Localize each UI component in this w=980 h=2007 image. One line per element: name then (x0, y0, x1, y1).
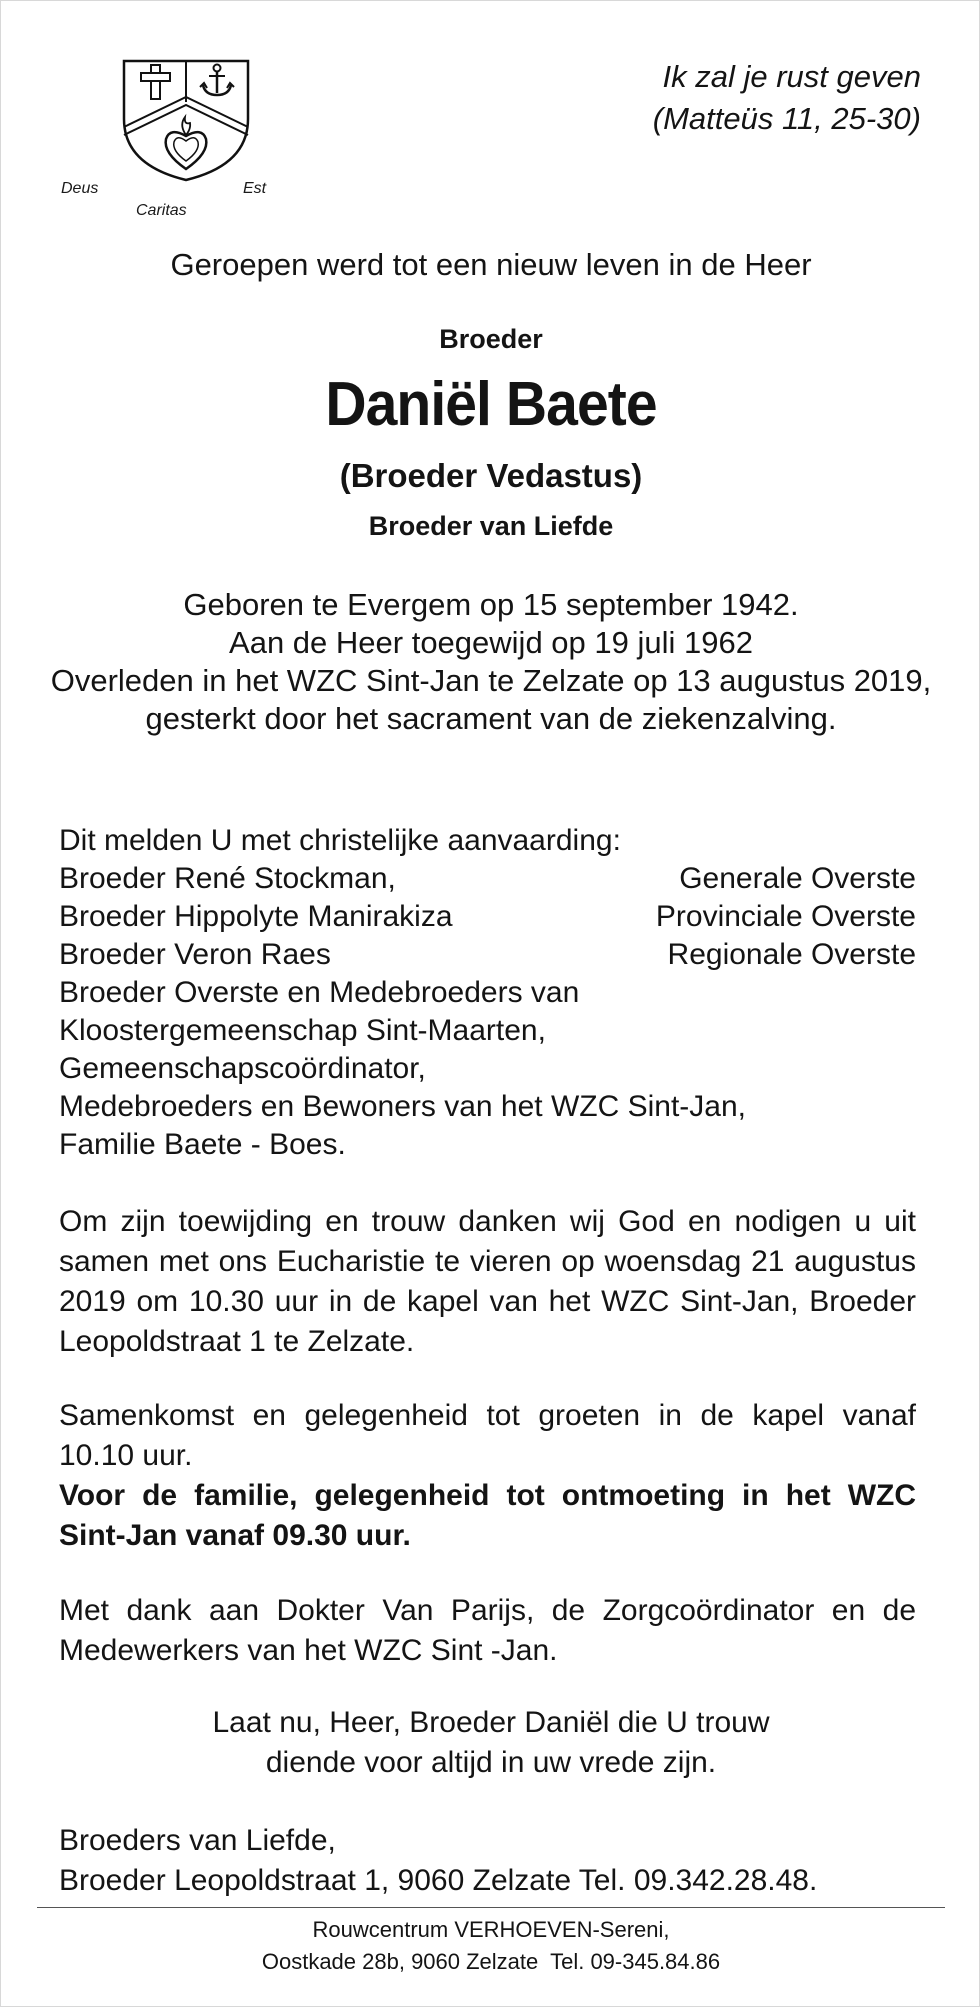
family-gathering-line: Voor de familie, gelegenheid tot ontmoeting in het WZC (59, 1479, 916, 1512)
deceased-title: Broeder (439, 324, 543, 354)
prayer (1, 1703, 980, 1783)
footer-divider (37, 1907, 945, 1908)
service-line: Om zijn toewijding en trouw danken wij God en nodigen u uit (59, 1205, 916, 1238)
birth-line: Geboren te Evergem op 15 september 1942. (183, 587, 799, 622)
official-row (59, 936, 916, 974)
gathering-paragraph (59, 1396, 916, 1556)
official-name: Broeder Hippolyte Manirakiza (59, 900, 453, 933)
sacrament-line: gesterkt door het sacrament van de ziekenzalving. (145, 701, 837, 736)
service-paragraph (59, 1202, 916, 1362)
quote-reference: (Matteüs 11, 25-30) (652, 101, 921, 136)
religious-order: Broeder van Liefde (368, 511, 614, 541)
announcement-heading: Dit melden U met christelijke aanvaarding: (59, 824, 621, 857)
consecration-line: Aan de Heer toegewijd op 19 juli 1962 (229, 625, 753, 660)
official-row (59, 860, 916, 898)
service-line: Leopoldstraat 1 te Zelzate. (59, 1325, 415, 1358)
thanks-paragraph (59, 1591, 916, 1671)
motto-deus: Deus (61, 180, 99, 197)
motto-caritas: Caritas (136, 202, 187, 219)
death-line: Overleden in het WZC Sint-Jan te Zelzate op 13 augustus 2019, (50, 663, 932, 698)
congregation-name: Broeders van Liefde, (59, 1824, 336, 1857)
funeral-home-footer (1, 1914, 980, 1978)
mourner-line: Broeder Overste en Medebroeders van (59, 976, 580, 1009)
coat-of-arms (61, 57, 301, 232)
mourner-line: Familie Baete - Boes. (59, 1128, 346, 1161)
quote-text: Ik zal je rust geven (662, 59, 921, 94)
gathering-line: 10.10 uur. (59, 1439, 193, 1472)
prayer-line: diende voor altijd in uw vrede zijn. (265, 1746, 717, 1779)
mourner-line: Kloostergemeenschap Sint-Maarten, (59, 1014, 546, 1047)
official-role: Generale Overste (679, 862, 916, 895)
gathering-line: Samenkomst en gelegenheid tot groeten in de kapel vanaf (59, 1399, 916, 1432)
contact-address (59, 1821, 817, 1901)
life-dates (1, 586, 980, 738)
official-row (59, 898, 916, 936)
service-line: samen met ons Eucharistie te vieren op woensdag 21 augustus (59, 1245, 916, 1278)
motto-est: Est (243, 180, 267, 197)
family-gathering-line: Sint-Jan vanaf 09.30 uur. (59, 1519, 411, 1552)
service-line: 2019 om 10.30 uur in de kapel van het WZC Sint-Jan, Broeder (59, 1285, 916, 1318)
mourner-line: Medebroeders en Bewoners van het WZC Sint-Jan, (59, 1090, 746, 1123)
shield-emblem-icon (121, 57, 251, 182)
scripture-quote (653, 56, 921, 140)
thanks-line: Met dank aan Dokter Van Parijs, de Zorgcoördinator en de (59, 1594, 916, 1627)
official-name: Broeder René Stockman, (59, 862, 396, 895)
announcement-block (59, 822, 916, 1164)
congregation-address: Broeder Leopoldstraat 1, 9060 Zelzate Tel. 09.342.28.48. (59, 1864, 818, 1897)
religious-name: (Broeder Vedastus) (339, 457, 643, 494)
deceased-name: Daniël Baete (325, 370, 657, 439)
funeral-home-name: Rouwcentrum VERHOEVEN-Sereni, (312, 1917, 670, 1942)
official-name: Broeder Veron Raes (59, 938, 331, 971)
prayer-line: Laat nu, Heer, Broeder Daniël die U trouw (212, 1706, 770, 1739)
official-role: Regionale Overste (667, 938, 916, 971)
thanks-line: Medewerkers van het WZC Sint -Jan. (59, 1634, 558, 1667)
official-role: Provinciale Overste (655, 900, 916, 933)
intro-line: Geroepen werd tot een nieuw leven in de Heer (170, 247, 812, 282)
funeral-home-address: Oostkade 28b, 9060 Zelzate Tel. 09-345.84.86 (261, 1949, 721, 1974)
mourner-line: Gemeenschapscoördinator, (59, 1052, 426, 1085)
